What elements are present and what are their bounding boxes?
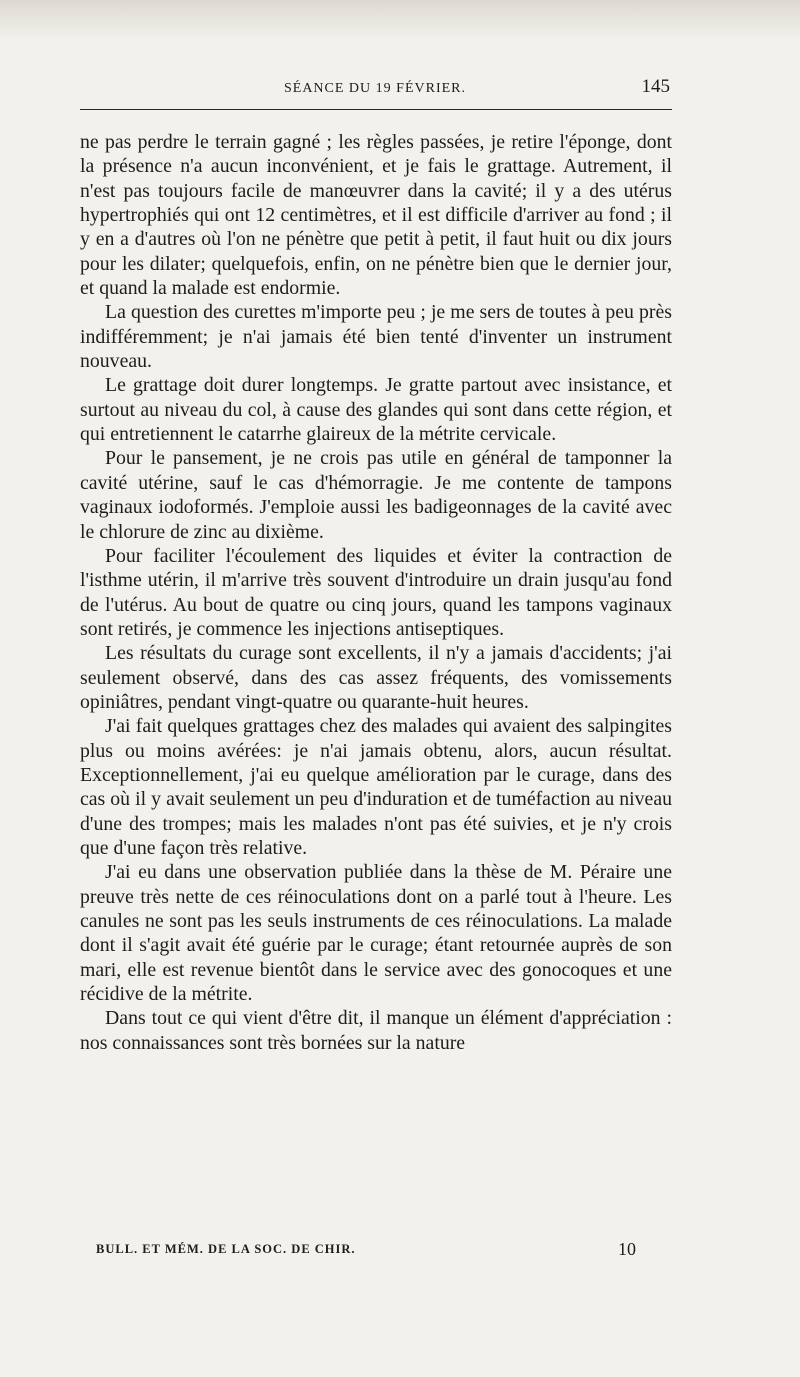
paragraph-salpingites: J'ai fait quelques grattages chez des malades qui avaient des salpingites plus ou moins avérées: je n'ai jamais obtenu, alors, aucun résultat. Exceptionnellement, j'ai eu quelque amélioration par le curage, dans des cas où il y avait seulement un peu d'induration et de tuméfaction au niveau d'une des trompes; mais les malades n'ont pas été suivies, et je n'y crois que d'une façon très relative.: [80, 715, 672, 859]
footer-signature: BULL. ET MÉM. DE LA SOC. DE CHIR.: [96, 1242, 356, 1256]
running-header: [80, 76, 670, 104]
paragraph-pansement: Pour le pansement, je ne crois pas utile en général de tamponner la cavité utérine, sauf le cas d'hémorragie. Je me contente de tampons vaginaux iodoformés. J'emploie aussi les badigeonnages de la cavité avec le chlorure de zinc au dixième.: [80, 447, 672, 543]
scan-shade: [0, 0, 800, 40]
paragraph-continued: ne pas perdre le terrain gagné ; les règles passées, je retire l'éponge, dont la présence n'a aucun inconvénient, et je fais le grattage. Autrement, il n'est pas toujours facile de manœuvrer dans la cavité; il y a des utérus hypertrophiés qui ont 12 centimètres, et il est difficile d'arriver au fond ; il y en a d'autres où l'on ne pénètre que petit à petit, il faut huit ou dix jours pour les dilater; quelquefois, enfin, on ne pénètre bien que le dernier jour, et quand la malade est endormie.: [80, 131, 672, 300]
paragraph-reinoculations: J'ai eu dans une observation publiée dans la thèse de M. Péraire une preuve très nette de ces réinoculations dont on a parlé tout à l'heure. Les canules ne sont pas les seuls instruments de ces réinoculations. La malade dont il s'agit avait été guérie par le curage; étant retournée auprès de son mari, elle est revenue bientôt dans le service avec des gonocoques et une récidive de la métrite.: [80, 861, 672, 1006]
page-footer: [96, 1239, 636, 1263]
paragraph-resultats: Les résultats du curage sont excellents, il n'y a jamais d'accidents; j'ai seulement observé, dans des cas assez fréquents, des vomissements opiniâtres, pendant vingt-quatre ou quarante-huit heures.: [80, 642, 672, 713]
paragraph-drain: Pour faciliter l'écoulement des liquides et éviter la contraction de l'isthme utérin, il m'arrive très souvent d'introduire un drain jusqu'au fond de l'utérus. Au bout de quatre ou cinq jours, quand les tampons vaginaux sont retirés, je commence les injections antiseptiques.: [80, 544, 672, 640]
paragraph-curettes: La question des curettes m'importe peu ; je me sers de toutes à peu près indifféremment; je n'ai jamais été bien tenté d'inventer un instrument nouveau.: [80, 301, 672, 373]
header-rule: [80, 109, 672, 110]
footer-sheet-number: 10: [618, 1239, 636, 1259]
body-text: [80, 130, 672, 1055]
paragraph-appreciation: Dans tout ce qui vient d'être dit, il manque un élément d'appréciation : nos connaissances sont très bornées sur la nature: [80, 1007, 672, 1054]
running-title: SÉANCE DU 19 FÉVRIER.: [283, 81, 466, 96]
paragraph-grattage: Le grattage doit durer longtemps. Je gratte partout avec insistance, et surtout au niveau du col, à cause des glandes qui sont dans cette région, et qui entretiennent le catarrhe glaireux de la métrite cervicale.: [80, 374, 672, 446]
page-number: 145: [641, 76, 670, 97]
